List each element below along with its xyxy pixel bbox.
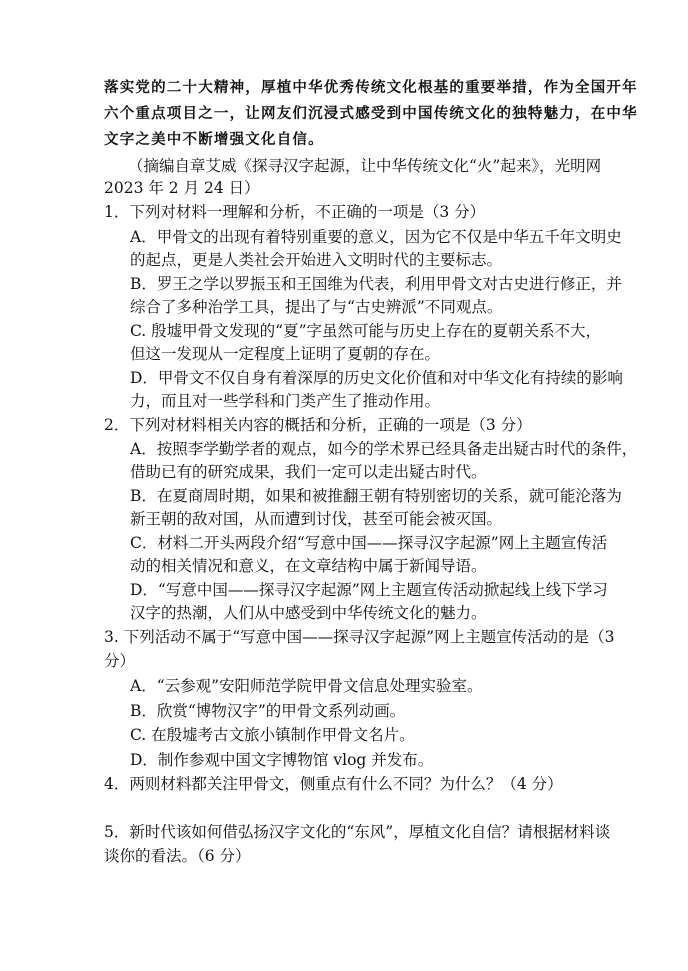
intro-line-2: 六个重点项目之一，让网友们沉浸式感受到中国传统文化的独特魅力，在中华 xyxy=(104,105,638,122)
q1-option-a: A．甲骨文的出现有着特别重要的意义，因为它不仅是中华五千年文明史 xyxy=(130,228,622,246)
q2-option-d: D．“写意中国——探寻汉字起源”网上主题宣传活动掀起线上线下学习 xyxy=(130,581,608,599)
q2-option-a: A．按照李学勤学者的观点，如今的学术界已经具备走出疑古时代的条件， xyxy=(130,440,638,458)
q1-option-b-cont: 综合了多种治学工具，提出了与“古史辨派”不同观点。 xyxy=(130,298,503,316)
source-line-1: （摘编自章艾威《探寻汉字起源，让中华传统文化“火”起来》，光明网 xyxy=(128,157,602,175)
intro-line-3: 文字之美中不断增强文化自信。 xyxy=(104,131,324,148)
question-2-stem: 2．下列对材料相关内容的概括和分析，正确的一项是（3 分） xyxy=(104,416,532,434)
q3-option-b: B．欣赏“博物汉字”的甲骨文系列动画。 xyxy=(130,702,406,720)
q2-option-a-cont: 借助已有的研究成果，我们一定可以走出疑古时代。 xyxy=(130,463,487,481)
q1-option-a-cont: 的起点，更是人类社会开始进入文明时代的主要标志。 xyxy=(130,251,503,269)
q2-option-b-cont: 新王朝的敌对国，从而遭到讨伐，甚至可能会被灭国。 xyxy=(130,510,503,528)
question-5-cont: 谈你的看法。（6 分） xyxy=(104,847,251,865)
q2-option-c: C．材料二开头两段介绍“写意中国——探寻汉字起源”网上主题宣传活 xyxy=(130,534,608,552)
question-3-stem-cont: 分） xyxy=(104,652,136,670)
q1-option-c-cont: 但这一发现从一定程度上证明了夏朝的存在。 xyxy=(130,345,441,363)
question-1-stem: 1．下列对材料一理解和分析，不正确的一项是（3 分） xyxy=(104,203,486,221)
q2-option-c-cont: 动的相关情况和意义，在文章结构中属于新闻导语。 xyxy=(130,557,487,575)
question-3-stem: 3. 下列活动不属于“写意中国——探寻汉字起源”网上主题宣传活动的是（3 xyxy=(104,628,615,646)
question-4: 4．两则材料都关注甲骨文，侧重点有什么不同？为什么？（4 分） xyxy=(104,775,563,793)
q1-option-b: B．罗王之学以罗振玉和王国维为代表，利用甲骨文对古史进行修正，并 xyxy=(130,275,622,293)
q2-option-b: B．在夏商周时期，如果和被推翻王朝有特别密切的关系，就可能沦落为 xyxy=(130,487,622,505)
q3-option-c: C. 在殷墟考古文旅小镇制作甲骨文名片。 xyxy=(130,726,415,744)
q1-option-c: C. 殷墟甲骨文发现的“夏”字虽然可能与历史上存在的夏朝关系不大， xyxy=(130,322,602,340)
question-5: 5．新时代该如何借弘扬汉字文化的“东风”，厚植文化自信？请根据材料谈 xyxy=(104,823,611,841)
intro-line-1: 落实党的二十大精神，厚植中华优秀传统文化根基的重要举措，作为全国开年 xyxy=(104,79,638,96)
q3-option-d: D．制作参观中国文字博物馆 vlog 并发布。 xyxy=(130,751,434,769)
q2-option-d-cont: 汉字的热潮，人们从中感受到中华传统文化的魅力。 xyxy=(130,604,487,622)
source-line-2: 2023 年 2 月 24 日） xyxy=(104,179,260,197)
q1-option-d: D．甲骨文不仅自身有着深厚的历史文化价值和对中华文化有持续的影响 xyxy=(130,369,623,387)
q1-option-d-cont: 力，而且对一些学科和门类产生了推动作用。 xyxy=(130,392,441,410)
q3-option-a: A．“云参观”安阳师范学院甲骨文信息处理实验室。 xyxy=(130,677,483,695)
